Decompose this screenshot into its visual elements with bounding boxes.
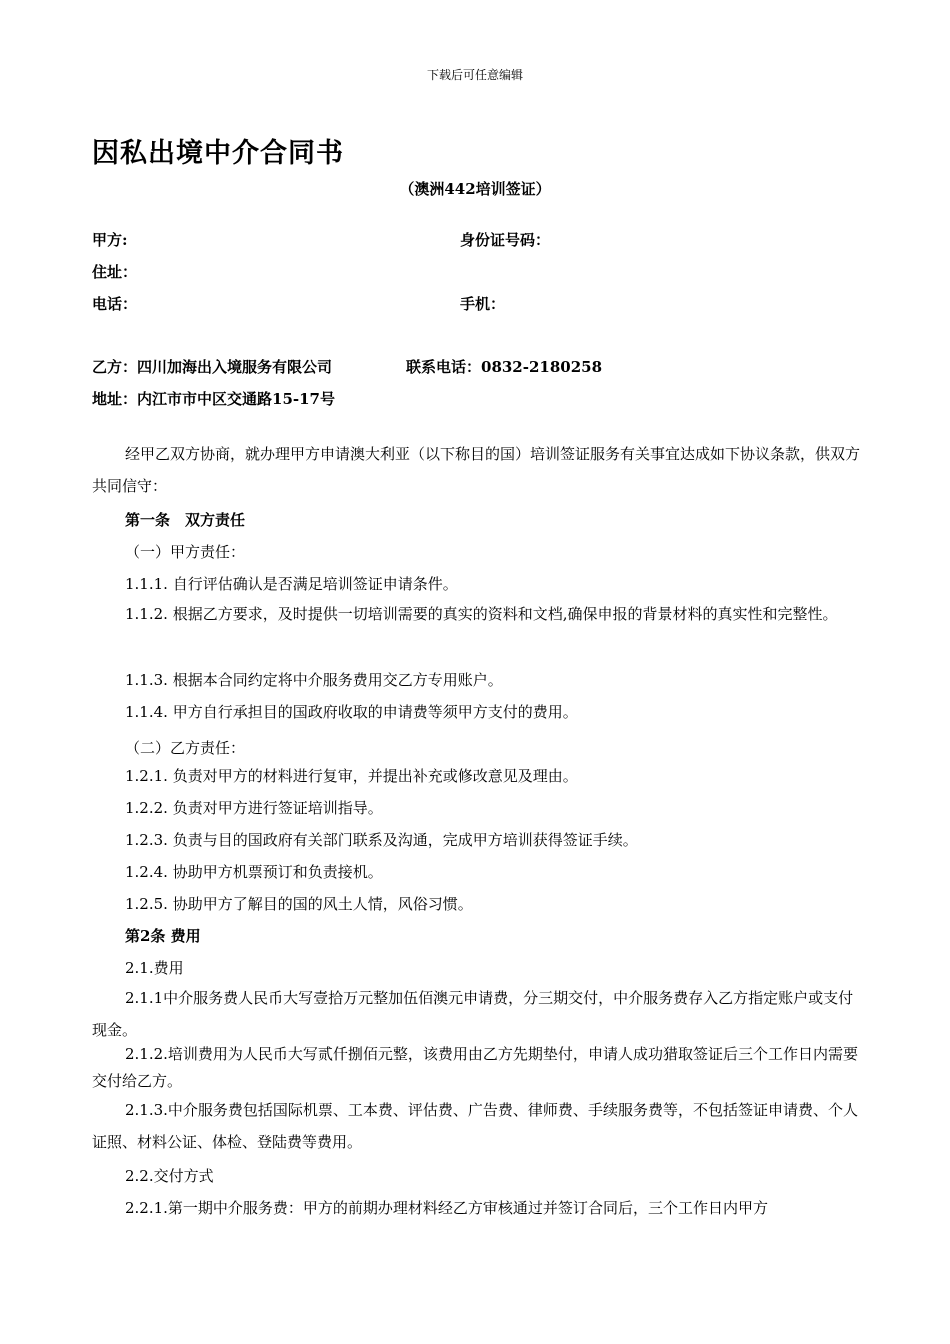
clause-1-1-1: 1.1.1. 自行评估确认是否满足培训签证申请条件。 [125,575,458,593]
clause-1-2-3: 1.2.3. 负责与目的国政府有关部门联系及沟通，完成甲方培训获得签证手续。 [125,831,638,849]
clause-2-2-1: 2.2.1.第一期中介服务费：甲方的前期办理材料经乙方审核通过并签订合同后，三个工作日内甲方 [125,1199,768,1217]
section-party-b-duties: （二）乙方责任： [125,739,246,757]
party-b-name: 乙方：四川加海出入境服务有限公司 [92,358,333,376]
article-1-heading: 第一条 双方责任 [125,511,246,529]
clause-2-1-1: 2.1.1中介服务费人民币大写壹拾万元整加伍佰澳元申请费，分三期交付，中介服务费存入乙方指定账户或支付现金。 [92,989,854,1039]
address-label: 住址： [92,263,138,281]
section-party-a-duties: （一）甲方责任： [125,543,246,561]
clause-2-1-3: 2.1.3.中介服务费包括国际机票、工本费、评估费、广告费、律师费、手续服务费等，不包括签证申请费、个人证照、材料公证、体检、登陆费等费用。 [92,1101,858,1151]
id-number-label: 身份证号码： [460,231,551,249]
clause-1-2-1: 1.2.1. 负责对甲方的材料进行复审，并提出补充或修改意见及理由。 [125,767,578,785]
mobile-label: 手机： [460,295,506,313]
clause-1-1-4: 1.1.4. 甲方自行承担目的国政府收取的申请费等须甲方支付的费用。 [125,703,578,721]
section-2-2: 2.2.交付方式 [125,1167,214,1185]
intro-paragraph: 经甲乙双方协商，就办理甲方申请澳大利亚（以下称目的国）培训签证服务有关事宜达成如下协议条款，供双方共同信守： [92,445,861,495]
article-2-heading: 第2条 费用 [125,927,201,945]
clause-1-2-5: 1.2.5. 协助甲方了解目的国的风土人情，风俗习惯。 [125,895,473,913]
phone-label: 电话： [92,295,138,313]
document-subtitle: （澳洲442培训签证） [399,180,551,198]
page-header-note: 下载后可任意编辑 [426,68,523,82]
party-a-label: 甲方: [92,231,128,249]
clause-1-2-2: 1.2.2. 负责对甲方进行签证培训指导。 [125,799,383,817]
party-b-address: 地址：内江市市中区交通路15-17号 [92,390,335,408]
clause-1-1-2: 1.1.2. 根据乙方要求，及时提供一切培训需要的真实的资料和文档,确保申报的背景材料的真实性和完整性。 [125,605,838,623]
section-2-1: 2.1.费用 [125,959,184,977]
party-b-contact: 联系电话：0832-2180258 [406,358,603,376]
clause-1-1-3: 1.1.3. 根据本合同约定将中介服务费用交乙方专用账户。 [125,671,503,689]
clause-2-1-2: 2.1.2.培训费用为人民币大写贰仟捌佰元整，该费用由乙方先期垫付，申请人成功猎取签证后三个工作日内需要交付给乙方。 [92,1045,858,1090]
document-title: 因私出境中介合同书 [92,138,344,169]
clause-1-2-4: 1.2.4. 协助甲方机票预订和负责接机。 [125,863,383,881]
